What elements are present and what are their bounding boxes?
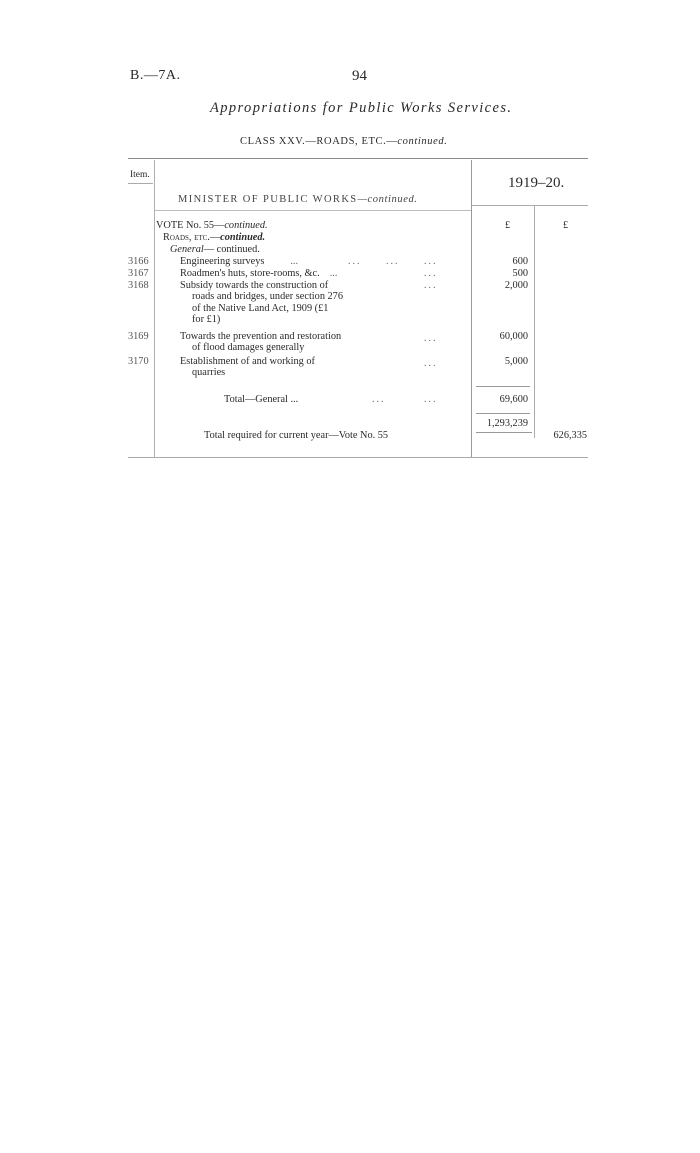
minister-heading-main: MINISTER OF PUBLIC WORKS: [178, 194, 358, 205]
item-description: [180, 256, 298, 267]
total-general-label: Total—General ...: [224, 394, 299, 405]
item-amount: 600: [512, 256, 528, 267]
item-amount: 60,000: [499, 331, 528, 342]
class-subtitle-main: CLASS XXV.—ROADS, ETC.—: [240, 136, 398, 147]
item-description-line: roads and bridges, under section 276: [192, 291, 343, 303]
currency-symbol-detail: £: [505, 220, 511, 231]
subtotal-column-divider: [534, 206, 535, 438]
leader-dots: ...: [290, 256, 299, 267]
document-reference: B.—7A.: [130, 68, 181, 83]
general-heading-main: General: [170, 244, 204, 255]
leader-dots: ...: [424, 333, 438, 344]
total-general-amount: 69,600: [499, 394, 528, 405]
leader-dots: ...: [424, 256, 438, 267]
leader-dots: ...: [424, 280, 438, 291]
item-description-line: for £1): [192, 314, 221, 326]
item-column-divider: [154, 160, 155, 458]
item-description-line: of the Native Land Act, 1909 (£1: [192, 302, 329, 314]
leader-dots: ...: [424, 358, 438, 369]
item-description-line: Roadmen's huts, store-rooms, &c.: [180, 268, 320, 279]
item-number: 3169: [128, 331, 149, 342]
table-top-rule: [128, 158, 588, 159]
vote-heading-continued: continued.: [224, 220, 268, 231]
item-description: [180, 356, 315, 379]
general-heading-continued: — continued.: [203, 244, 260, 255]
subhead-heading-main: Roads, etc.—: [163, 232, 221, 243]
item-number: 3167: [128, 268, 149, 279]
item-amount: 500: [512, 268, 528, 279]
minister-underline: [155, 210, 471, 211]
total-required-amount: 626,335: [553, 430, 587, 441]
year-header-underline: [472, 205, 588, 206]
vote-heading-main: VOTE No. 55—: [156, 220, 225, 231]
subtotal-rule: [476, 413, 530, 414]
item-description: [180, 280, 343, 326]
item-number: 3170: [128, 356, 149, 367]
total-required-label: Total required for current year—Vote No. 55: [204, 430, 389, 441]
item-description-line: quarries: [192, 367, 226, 379]
item-description-line: Subsidy towards the construction of: [180, 280, 329, 291]
item-amount: 2,000: [504, 280, 528, 291]
year-column-header: 1919–20.: [508, 175, 565, 191]
grand-subtotal-amount: 1,293,239: [486, 418, 528, 429]
vote-heading: [156, 220, 268, 231]
class-subtitle-continued: continued.: [397, 136, 448, 147]
item-description-line: Engineering surveys: [180, 256, 265, 267]
grand-subtotal-rule: [476, 432, 532, 433]
item-header-underline: [128, 183, 153, 184]
item-description-line: of flood damages generally: [192, 342, 305, 354]
item-description: [180, 268, 337, 279]
class-subtitle: [240, 136, 447, 147]
general-heading: [170, 244, 260, 255]
leader-dots: ...: [386, 256, 400, 267]
leader-dots: ...: [329, 268, 338, 279]
total-general-rule: [476, 386, 530, 387]
page-title: Appropriations for Public Works Services.: [210, 100, 513, 116]
item-number: 3168: [128, 280, 149, 291]
minister-heading: [178, 194, 418, 205]
item-number: 3166: [128, 256, 149, 267]
currency-symbol-total: £: [563, 220, 569, 231]
page-number: 94: [352, 68, 367, 84]
leader-dots: ... ...: [372, 394, 438, 405]
table-bottom-rule: [128, 457, 588, 458]
leader-dots: ...: [424, 268, 438, 279]
item-description-line: Towards the prevention and restoration: [180, 331, 342, 342]
item-amount: 5,000: [504, 356, 528, 367]
item-description-line: Establishment of and working of: [180, 356, 315, 367]
leader-dots: ...: [348, 256, 362, 267]
minister-heading-continued: —continued.: [357, 194, 418, 205]
item-description: [180, 331, 341, 354]
item-column-header: Item.: [130, 170, 150, 180]
subhead-heading: [163, 232, 265, 243]
subhead-heading-continued: continued.: [220, 232, 266, 243]
